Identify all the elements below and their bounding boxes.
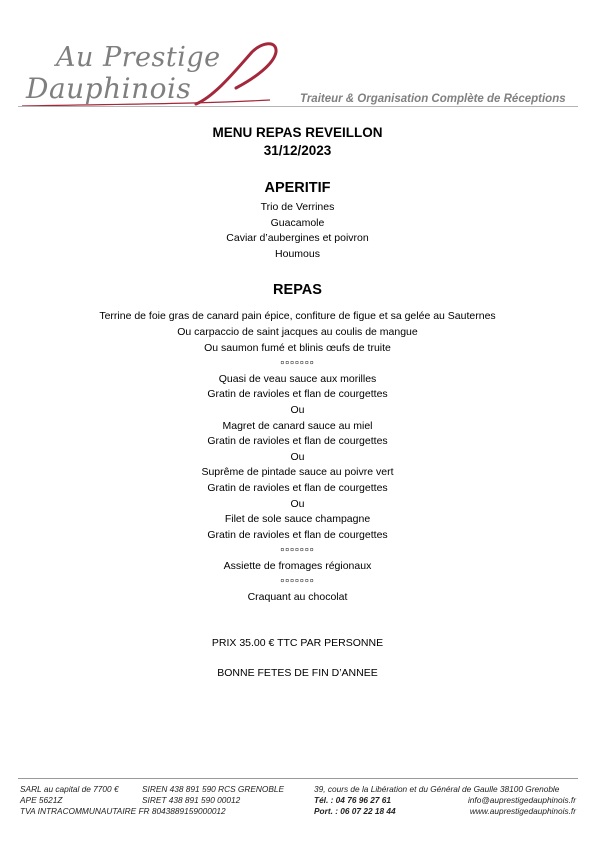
aperitif-item: Trio de Verrines [260,201,335,213]
main-item: Quasi de veau sauce aux morilles [218,372,377,385]
aperitif-item: Guacamole [270,216,325,229]
footer-phone: Tél. : 04 76 96 27 61 [314,795,392,805]
aperitif-item: Houmous [275,247,320,260]
menu-title: MENU REPAS REVEILLON [212,125,383,140]
course-separator: ¤¤¤¤¤¤¤ [280,547,315,555]
cheese-item: Assiette de fromages régionaux [223,559,372,572]
header-divider [18,106,578,107]
main-item: Filet de sole sauce champagne [224,513,371,526]
starter-item: Ou carpaccio de saint jacques au coulis de mangue [177,325,418,338]
company-tagline: Traiteur & Organisation Complète de Réceptions [300,93,566,105]
repas-heading: REPAS [273,282,322,299]
footer-tva: TVA INTRACOMMUNAUTAIRE FR 8043889159000012 [20,806,226,816]
footer-email[interactable]: info@auprestigedauphinois.fr [467,795,576,805]
greeting-line: BONNE FETES DE FIN D’ANNEE [217,667,378,680]
starter-item: Ou saumon fumé et blinis œufs de truite [204,341,391,354]
aperitif-heading: APERITIF [264,180,331,196]
footer-siret: SIRET 438 891 590 00012 [142,795,241,805]
dessert-item: Craquant au chocolat [247,591,348,604]
logo-text-line1: Au Prestige [56,42,221,73]
footer-capital: SARL au capital de 7700 € [20,784,119,794]
footer-mobile: Port. : 06 07 22 18 44 [314,806,396,816]
main-item: Suprême de pintade sauce au poivre vert [201,466,394,479]
main-item: Gratin de ravioles et flan de courgettes [207,481,388,494]
footer-ape: APE 5621Z [20,795,63,805]
footer-divider [18,778,578,779]
price-line: PRIX 35.00 € TTC PAR PERSONNE [211,636,384,649]
logo-text-line2: Dauphinois [26,72,192,105]
menu-content [0,124,595,682]
starter-item: Terrine de foie gras de canard pain épice, confiture de figue et sa gelée au Sauternes [99,310,496,323]
main-item: Ou [290,497,305,510]
main-item: Gratin de ravioles et flan de courgettes [207,388,388,401]
footer-website[interactable]: www.auprestigedauphinois.fr [469,806,576,816]
main-item: Magret de canard sauce au miel [222,419,373,432]
footer-siren: SIREN 438 891 590 RCS GRENOBLE [142,784,285,794]
menu-date: 31/12/2023 [263,143,332,158]
main-item: Ou [290,403,305,416]
footer-address: 39, cours de la Libération et du Général de Gaulle 38100 Grenoble [314,784,560,794]
course-separator: ¤¤¤¤¤¤¤ [280,360,315,368]
main-item: Gratin de ravioles et flan de courgettes [207,528,388,541]
aperitif-item: Caviar d’aubergines et poivron [226,232,369,245]
main-item: Ou [290,450,305,463]
company-logo [0,0,595,115]
course-separator: ¤¤¤¤¤¤¤ [280,578,315,586]
main-item: Gratin de ravioles et flan de courgettes [207,435,388,448]
